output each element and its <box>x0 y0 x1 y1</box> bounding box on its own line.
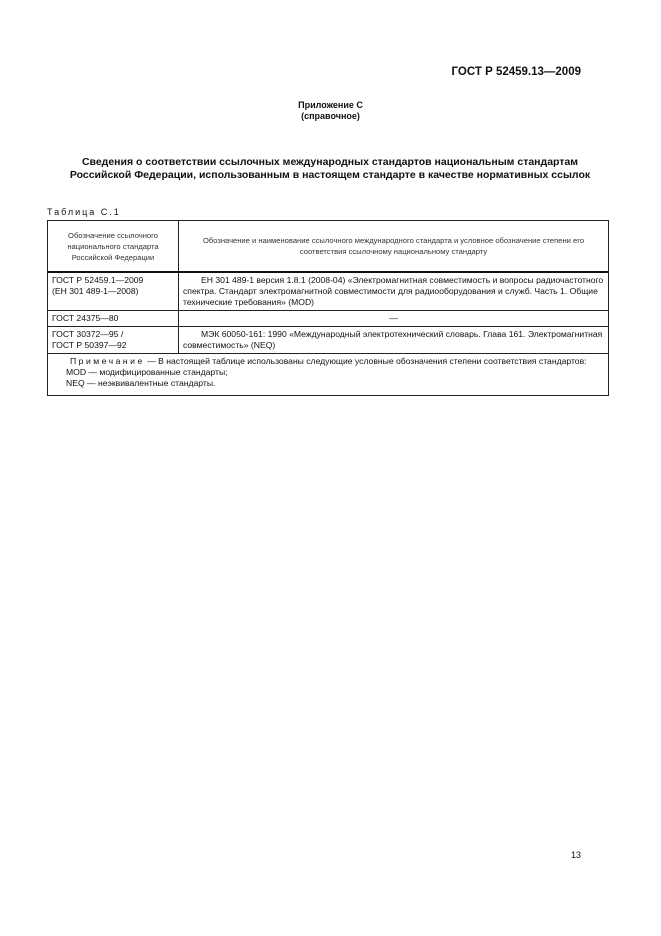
note-item: NEQ — неэквивалентные стандарты. <box>66 378 216 388</box>
header-national: Обозначение ссылочного национального стандарта Российской Федерации <box>48 221 179 273</box>
national-standard-alt: (ЕН 301 489-1—2008) <box>52 286 139 296</box>
appendix-subtitle: (справочное) <box>301 111 360 121</box>
national-standard: ГОСТ Р 52459.1—2009 <box>52 275 144 285</box>
international-standard: ЕН 301 489-1 версия 1.8.1 (2008-04) «Электромагнитная совместимость и вопросы радиочастотного спектра. Стандарт электромагнитной совместимости для радиооборудования и служб. Часть 1. Общие технические требования» (MOD) <box>179 272 609 311</box>
table-row <box>48 327 609 354</box>
appendix-title: Приложение С <box>298 100 363 110</box>
international-standard: МЭК 60050-161: 1990 «Международный электротехнический словарь. Глава 161. Электромагнитная совместимость» (NEQ) <box>179 327 609 354</box>
page-number: 13 <box>570 850 581 860</box>
note-text <box>52 356 604 367</box>
table-row <box>48 272 609 311</box>
national-standard: ГОСТ 30372—95 / <box>52 329 124 339</box>
table-note-row <box>48 354 609 396</box>
table-header-row <box>48 221 609 273</box>
national-standard-alt: ГОСТ Р 50397—92 <box>52 340 127 350</box>
appendix-heading <box>0 100 661 122</box>
document-header: ГОСТ Р 52459.13—2009 <box>451 66 581 78</box>
table-row <box>48 311 609 327</box>
table-label: Таблица С.1 <box>47 207 121 217</box>
note-label: Примечание <box>70 356 145 366</box>
national-standard: ГОСТ 24375—80 <box>52 313 119 323</box>
header-international: Обозначение и наименование ссылочного международного стандарта и условное обозначение степени его соответствия ссылочному национальному стандарту <box>179 221 609 273</box>
international-standard: — <box>179 311 609 327</box>
note-item: MOD — модифицированные стандарты; <box>66 367 228 377</box>
section-title: Сведения о соответствии ссылочных международных стандартов национальным стандартам Российской Федерации, использованным в настоящем стандарте в качестве нормативных ссылок <box>69 156 591 181</box>
note-body: — В настоящей таблице использованы следующие условные обозначения степени соответствия стандартов: <box>144 356 587 366</box>
standards-table <box>47 220 609 396</box>
